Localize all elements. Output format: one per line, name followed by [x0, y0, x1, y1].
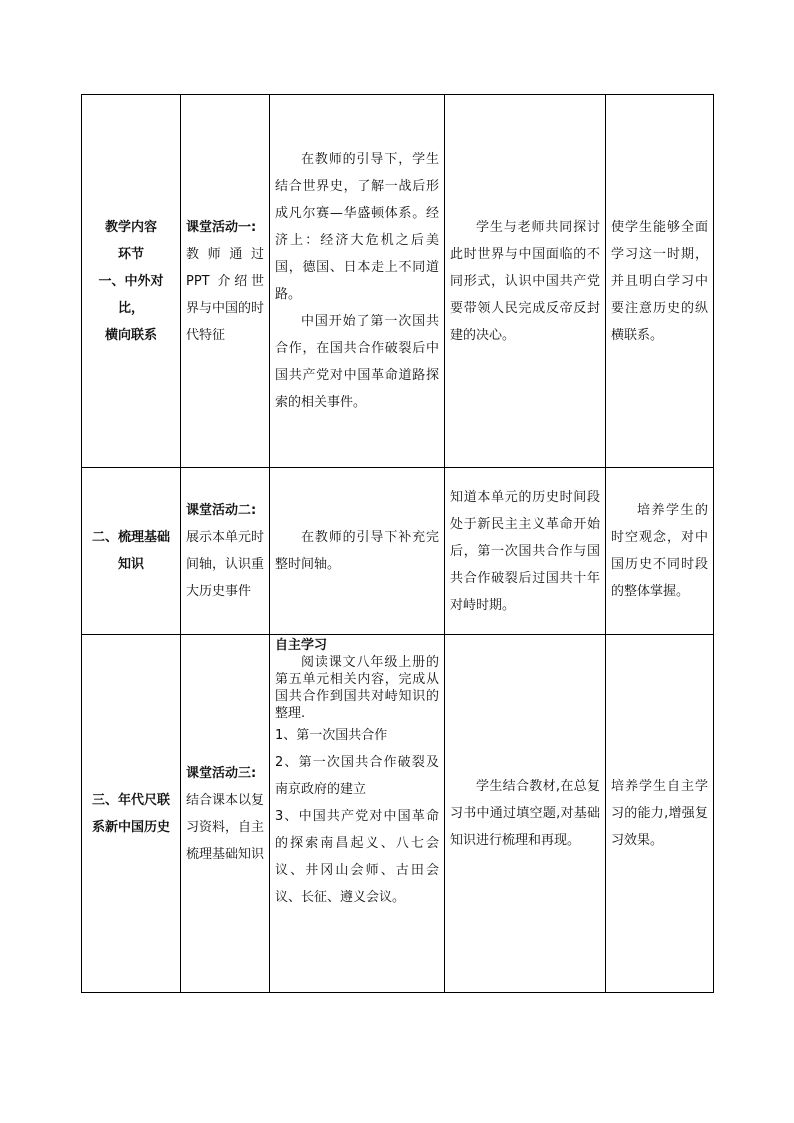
design-text: 知道本单元的历史时间段处于新民主主义革命开始后，第一次国共合作与国共合作破裂后过国共十年对峙时期。 [450, 489, 600, 613]
student-paragraph: 中国开始了第一次国共合作，在国共合作破裂后中国共产党对中国革命道路探索的相关事件。 [275, 314, 439, 410]
student-activity-cell [270, 468, 445, 635]
design-intent-cell [445, 468, 606, 635]
list-item: 2、第一次国共合作破裂及南京政府的建立 [275, 755, 439, 797]
student-paragraph: 在教师的引导下补充完整时间轴。 [275, 530, 439, 572]
student-activity-cell [270, 95, 445, 468]
list-item: 3、中国共产党对中国革命的探索南昌起义、八七会议、井冈山会师、古田会议、长征、遵义会议。 [275, 809, 439, 905]
list-item: 1、第一次国共合作 [275, 728, 388, 743]
table-row [82, 468, 714, 635]
section-cell [82, 95, 181, 468]
teacher-activity-cell [181, 468, 270, 635]
teacher-activity-cell [181, 635, 270, 993]
goal-cell [606, 95, 714, 468]
section-label: 知识 [117, 557, 144, 572]
student-activity-cell [270, 635, 445, 993]
teacher-activity-cell [181, 95, 270, 468]
goal-text: 培养学生的时空观念，对中国历史不同时段的整体掌握。 [611, 503, 708, 599]
activity-text: 展示本单元时间轴，认识重大历史事件 [186, 530, 265, 599]
goal-cell [606, 468, 714, 635]
lesson-plan-table [81, 94, 714, 993]
goal-cell [606, 635, 714, 993]
activity-text: 教 师 通 过 PPT 介绍世界与中国的时代特征 [186, 246, 265, 343]
section-cell [82, 635, 181, 993]
design-text: 学生与老师共同探讨此时世界与中国面临的不同形式，认识中国共产党要带领人民完成反帝反封建的决心。 [450, 219, 600, 343]
table-row [82, 95, 714, 468]
section-label: 三、年代尺联 [91, 792, 170, 808]
student-paragraph: 在教师的引导下，学生结合世界史，了解一战后形成凡尔赛—华盛顿体系。经济上：经济大危机之后美国，德国、日本走上不同道路。 [275, 152, 439, 302]
goal-text: 使学生能够全面学习这一时期，并且明白学习中要注意历史的纵横联系。 [611, 219, 708, 343]
activity-title: 课堂活动一: [186, 219, 257, 235]
section-label: 教学内容 [104, 219, 157, 235]
section-label: 二、梳理基础 [91, 530, 170, 545]
student-heading: 自主学习 [275, 638, 328, 653]
design-intent-cell [445, 635, 606, 993]
design-intent-cell [445, 95, 606, 468]
section-cell [82, 468, 181, 635]
section-label: 系新中国历史 [91, 819, 170, 835]
section-label: 横向联系 [104, 327, 157, 343]
activity-text: 结合课本以复习资料，自主梳理基础知识 [186, 792, 265, 862]
activity-title: 课堂活动二: [186, 503, 257, 518]
section-label: 一、中外对比， [98, 273, 164, 316]
activity-title: 课堂活动三: [186, 765, 257, 781]
section-label: 环节 [117, 246, 144, 262]
design-text: 学生结合教材,在总复习书中通过填空题,对基础知识进行梳理和再现。 [450, 779, 600, 848]
goal-text: 培养学生自主学习的能力,增强复习效果。 [611, 779, 708, 848]
student-intro: 阅读课文八年级上册的第五单元相关内容，完成从国共合作到国共对峙知识的整理. [275, 655, 439, 721]
table-row [82, 635, 714, 993]
